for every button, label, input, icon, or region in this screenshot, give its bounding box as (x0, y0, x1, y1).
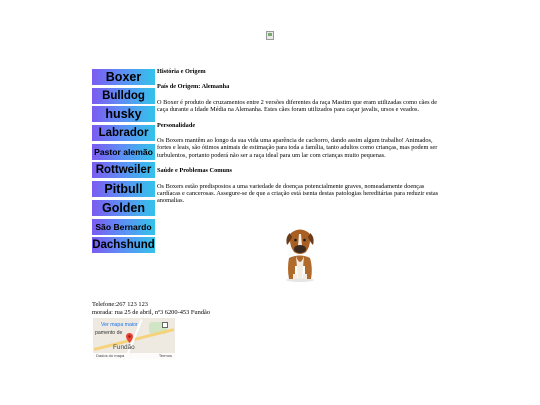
embedded-map[interactable] (93, 318, 175, 359)
map-terms-link[interactable]: Termos (158, 353, 172, 358)
health-heading: Saúde e Problemas Comuns (157, 167, 232, 175)
fullscreen-icon[interactable] (162, 322, 168, 328)
nav-button-pitbull[interactable]: Pitbull (92, 181, 155, 197)
personality-text: Os Boxers mantêm ao longo da sua vida uma aparência de cachorro, dando assim algum trabalho! Animados, fortes e leais, são ótimos animais de estimação para toda a família, tanto adultos como crianças, mas podem ser turbulentos, portanto poderá não ser a raça ideal para um lar com crianças muito pequenas. (157, 137, 438, 159)
nav-button-dachshund[interactable]: Dachshund (92, 239, 155, 252)
boxer-puppy-image (279, 224, 321, 282)
map-place-label: pamento de (95, 330, 123, 336)
view-larger-map-link[interactable]: Ver mapa maior (101, 322, 138, 328)
nav-button-pastor-alemao[interactable]: Pastor alemão (92, 144, 155, 160)
map-pin-icon (126, 333, 133, 343)
health-text: Os Boxers estão predispostos a uma variedade de doenças potencialmente graves, nomeadamente doenças cardíacas e cancerosas. Assegure-se de que a criação está isenta destas patologias hereditárias para reduzir estas anomalias. (157, 182, 439, 205)
country-heading: País de Origem: Alemanha (157, 83, 230, 91)
nav-button-husky[interactable]: husky (92, 106, 155, 122)
breed-content (157, 68, 447, 212)
history-text: O Boxer é produto de cruzamentos entre 2 versões diferentes da raça Mastim que eram utilizadas como cães de caça durante a Idade Média na Alemanha. Estes cães foram utilizados para caçar javalis, ursos e veados. (157, 98, 438, 114)
phone-text: Telefone:267 123 123 (92, 301, 148, 308)
nav-button-golden[interactable]: Golden (92, 200, 155, 216)
nav-button-sao-bernardo[interactable]: São Bernardo (92, 219, 155, 235)
nav-button-boxer[interactable]: Boxer (92, 69, 155, 85)
nav-button-rottweiler[interactable]: Rottweiler (92, 162, 155, 178)
map-data-link[interactable]: Dados do mapa (96, 353, 125, 358)
map-town-label: Fundão (113, 344, 135, 351)
address-text: morada: rua 25 de abril, nº3 6200-453 Fundão (92, 309, 211, 316)
broken-image-icon (266, 31, 274, 40)
nav-button-labrador[interactable]: Labrador (92, 125, 155, 141)
breed-nav (92, 69, 155, 256)
personality-heading: Personalidade (157, 121, 196, 129)
history-heading: História e Origem (157, 68, 206, 75)
map-footer (93, 353, 175, 359)
contact-info (92, 301, 210, 317)
nav-button-bulldog[interactable]: Bulldog (92, 88, 155, 104)
